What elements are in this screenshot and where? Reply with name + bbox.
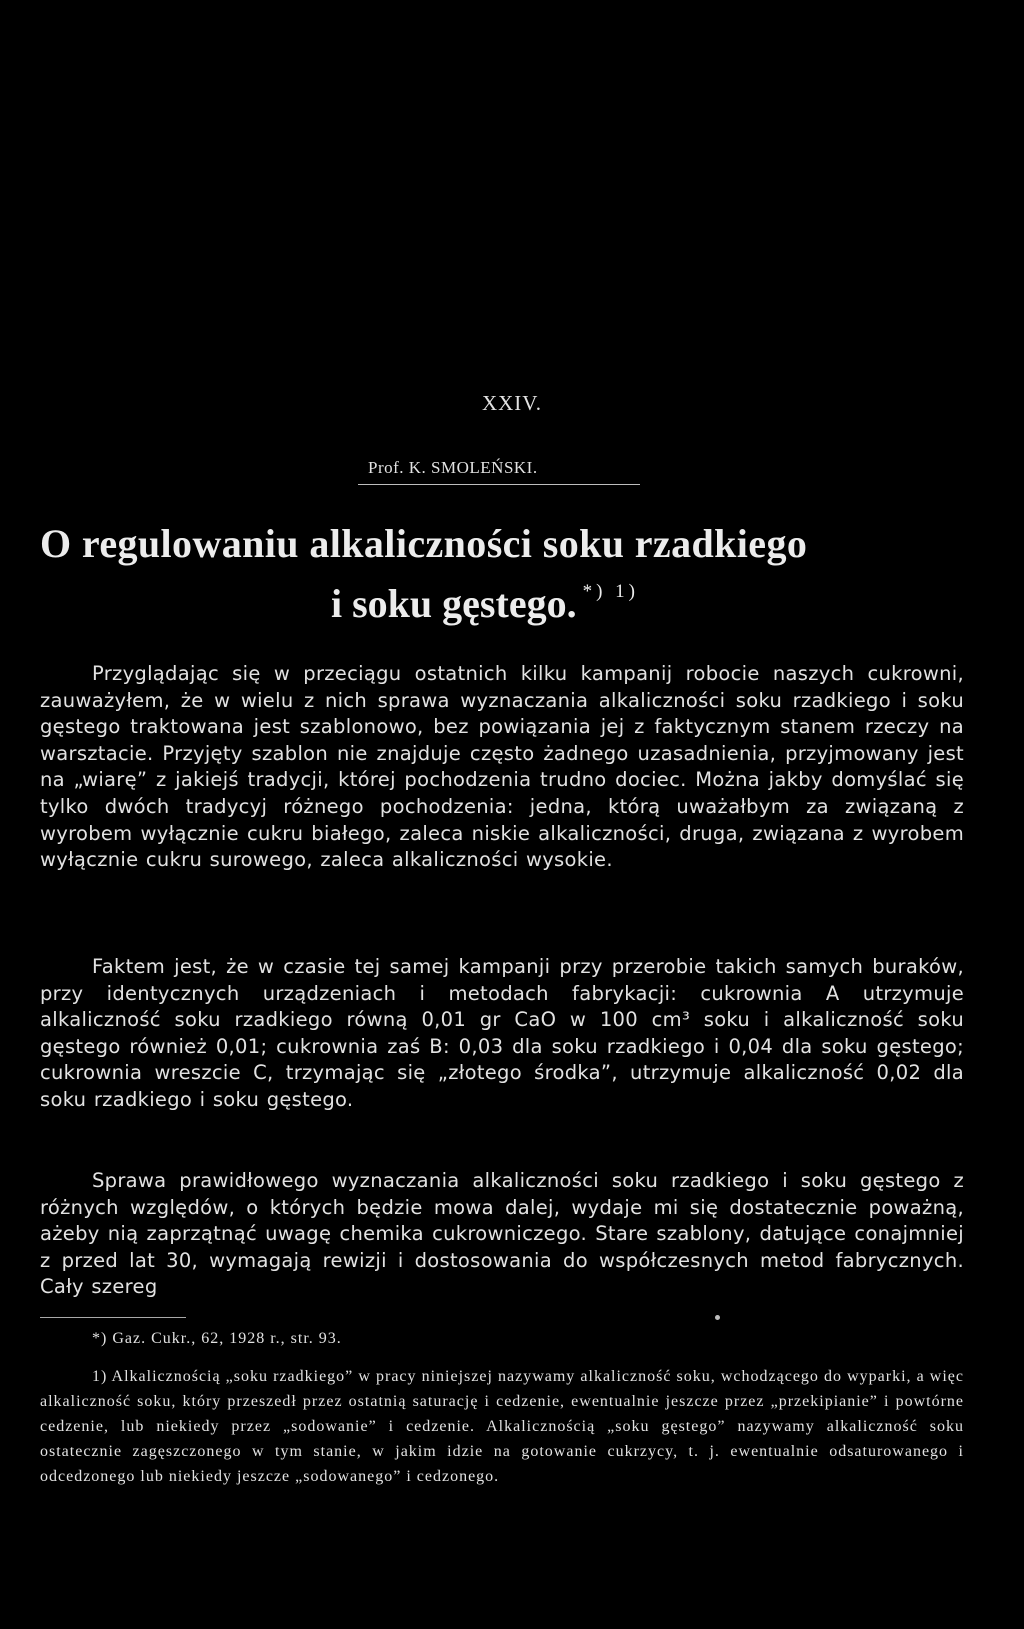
paragraph-3-text: Sprawa prawidłowego wyznaczania alkaliczności soku rzadkiego i soku gęstego z różnych względów, o których będzie mowa dalej, wydaje mi się dostatecznie poważną, ażeby nią zaprzątnąć uwagę chemika cukrowniczego. Stare szablony, datujące conajmniej z przed lat 30, wymagają rewizji i dostosowania do współczesnych metod fabrycznych. Cały szereg <box>40 1169 964 1299</box>
author-name: Prof. K. SMOLEŃSKI. <box>368 458 538 477</box>
author-underline <box>358 484 640 485</box>
paragraph-2 <box>40 954 964 1114</box>
chapter-number: XXIV. <box>481 391 543 415</box>
footnote-one: 1) Alkalicznością „soku rzadkiego” w pracy niniejszej nazywamy alkaliczność soku, wchodzącego do wyparki, a więc alkaliczność soku, który przeszedł przez ostatnią saturację i cedzenie, ewentualnie jeszcze przez „przekipianie” i powtórne cedzenie, lub niekiedy przez „sodowanie” i cedzenie. Alkalicznością „soku gęstego” nazywamy alkaliczność soku ostatecznie zagęszczonego w tym stanie, w jakim idzie na gotowanie cukrzycy, t. j. ewentualnie odsaturowanego i odcedzonego lub niekiedy jeszcze „sodowanego” i cedzonego. <box>40 1368 964 1485</box>
paragraph-1-text: Przyglądając się w przeciągu ostatnich kilku kampanij robocie naszych cukrowni, zauważyłem, że w wielu z nich sprawa wyznaczania alkaliczności soku rzadkiego i soku gęstego traktowana jest szablonowo, bez powiązania jej z faktycznym stanem rzeczy na warsztacie. Przyjęty szablon nie znajduje często żadnego uzasadnienia, przyjmowany jest na „wiarę” z jakiejś tradycji, której pochodzenia trudno dociec. Można jakby domyślać się tylko dwóch tradycyj różnego pochodzenia: jedna, którą uważałbym za związaną z wyrobem wyłącznie cukru białego, zaleca niskie alkaliczności, druga, związana z wyrobem wyłącznie cukru surowego, zaleca alkaliczności wysokie. <box>40 662 964 872</box>
title-footnote-marks: *) 1) <box>582 581 639 602</box>
paragraph-1 <box>40 661 964 874</box>
title-line-2-text: i soku gęstego. <box>331 581 577 626</box>
article-title-line-1: O regulowaniu alkaliczności soku rzadkiego <box>40 521 808 566</box>
footnote-dot <box>715 1315 720 1320</box>
paragraph-2-text: Faktem jest, że w czasie tej samej kampanji przy przerobie takich samych buraków, przy identycznych urządzeniach i metodach fabrykacji: cukrownia A utrzymuje alkaliczność soku rzadkiego równą 0,01 gr CaO w 100 cm³ soku i alkaliczność soku gęstego również 0,01; cukrownia zaś B: 0,03 dla soku rzadkiego i 0,04 dla soku gęstego; cukrownia wreszcie C, trzymając się „złotego środka”, utrzymuje alkaliczność 0,02 dla soku rzadkiego i soku gęstego. <box>40 955 964 1111</box>
article-title-line-2 <box>331 580 639 627</box>
footnote-separator <box>40 1317 186 1318</box>
footnote-star: *) Gaz. Cukr., 62, 1928 r., str. 93. <box>92 1330 342 1347</box>
paragraph-3 <box>40 1168 964 1301</box>
